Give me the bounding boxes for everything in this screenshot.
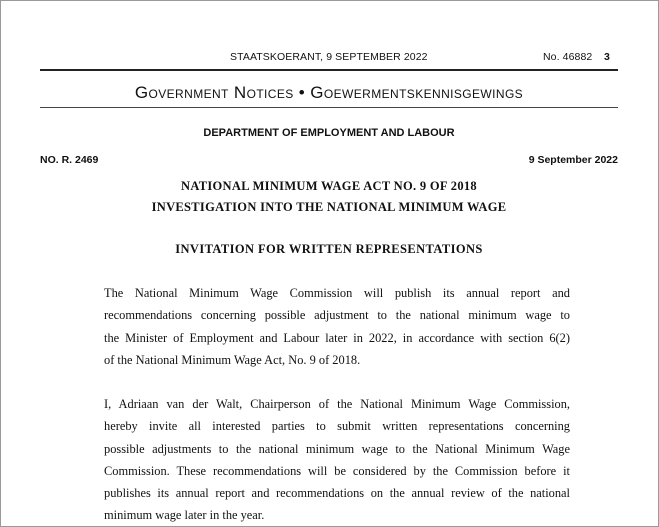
invitation-heading: INVITATION FOR WRITTEN REPRESENTATIONS — [175, 242, 483, 256]
gazette-title: STAATSKOERANT, 9 SEPTEMBER 2022 — [230, 51, 428, 63]
section-title: Government Notices • Goewermentskennisgewings — [134, 83, 524, 102]
paragraph-line: The National Minimum Wage Commission will publish its annual report and — [104, 286, 570, 300]
paragraph-line: minimum wage later in the year. — [104, 508, 265, 523]
act-title: NATIONAL MINIMUM WAGE ACT NO. 9 OF 2018 — [181, 179, 477, 193]
investigation-title: INVESTIGATION INTO THE NATIONAL MINIMUM WAGE — [151, 200, 507, 214]
paragraph-line: I, Adriaan van der Walt, Chairperson of the National Minimum Wage Commission, — [104, 397, 570, 411]
section-rule — [40, 107, 618, 108]
paragraph-2 — [104, 393, 570, 527]
paragraph-line: recommendations concerning possible adjustment to the national minimum wage to — [104, 308, 570, 323]
running-header — [0, 51, 659, 65]
paragraph-line: Commission. These recommendations will be considered by the Commission before it — [104, 463, 570, 478]
notice-number: NO. R. 2469 — [40, 154, 99, 166]
paragraph-line: hereby invite all interested parties to submit written representations concerning — [104, 419, 570, 434]
paragraph-line: the Minister of Employment and Labour later in 2022, in accordance with section 6(2) — [104, 330, 570, 345]
paragraph-line: possible adjustments to the national minimum wage to the National Minimum Wage — [104, 441, 570, 456]
paragraph-line: publishes its annual report and recommendations on the annual review of the national — [104, 486, 570, 501]
header-rule — [40, 69, 618, 71]
page-number: 3 — [604, 51, 610, 63]
department-name: DEPARTMENT OF EMPLOYMENT AND LABOUR — [203, 127, 455, 139]
issue-number: No. 46882 — [543, 51, 593, 63]
notice-date: 9 September 2022 — [528, 154, 618, 166]
paragraph-line: of the National Minimum Wage Act, No. 9 of 2018. — [104, 352, 361, 367]
paragraph-1 — [104, 282, 570, 371]
